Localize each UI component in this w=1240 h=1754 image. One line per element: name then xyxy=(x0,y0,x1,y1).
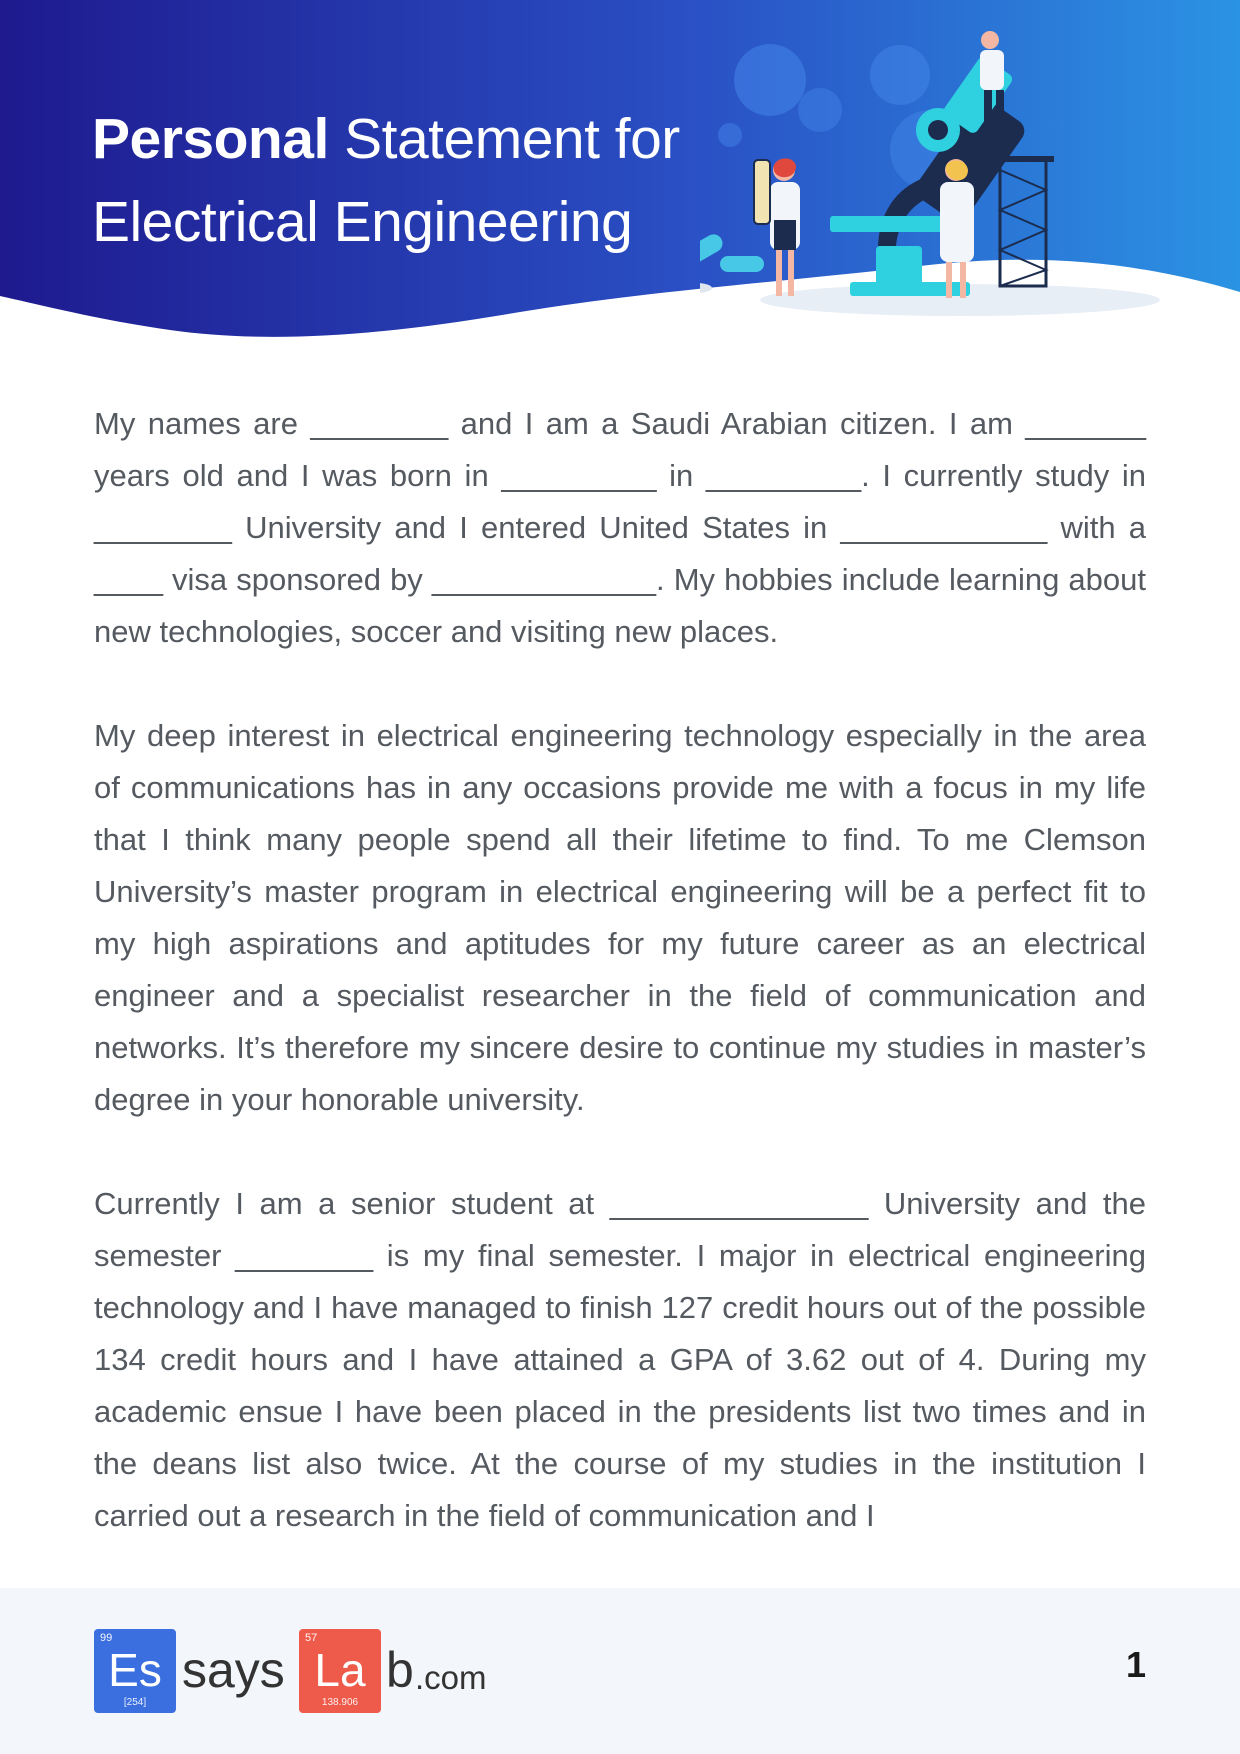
page-number: 1 xyxy=(1125,1644,1146,1685)
paragraph-interest: My deep interest in electrical engineering technology especially in the area of communications has in any occasions provide me with a focus in my life that I think many people spend all their lifetime to find. To me Clemson University’s master program in electrical engineering will be a perfect fit to my high aspirations and aptitudes for my future career as an electrical engineer and a specialist researcher in the field of communication and networks. It’s therefore my sincere desire to continue my studies in master’s degree in your honorable university. xyxy=(94,718,1146,1117)
paragraph-intro: My names are ________ and I am a Saudi Arabian citizen. I am _______ years old and I was born in _________ in _________. I currently study in ________ University and I entered United States in ____________ with a ____ visa sponsored by _____________. My hobbies include learning about new technologies, soccer and visiting new places. xyxy=(94,406,1146,649)
title-line2: Electrical Engineering xyxy=(92,190,633,254)
logo-tile-es xyxy=(94,1629,176,1713)
logo-es-mass: [254] xyxy=(123,1697,147,1708)
logo-tile-la xyxy=(299,1629,381,1713)
logo-es-symbol: Es xyxy=(108,1644,162,1696)
logo-word-says: says xyxy=(182,1642,285,1698)
logo-es-number: 99 xyxy=(100,1632,113,1644)
logo-letter-b: b xyxy=(386,1642,414,1698)
science-lab-illustration-icon xyxy=(700,20,1160,340)
page-title xyxy=(92,98,680,264)
header-banner xyxy=(0,0,1240,350)
paragraph-academics: Currently I am a senior student at _______________ University and the semester ________ is my final semester. I major in electrical engineering technology and I have managed to finish 127 credit hours out of the possible 134 credit hours and I have attained a GPA of 3.62 out of 4. During my academic ensue I have been placed in the presidents list two times and in the deans list also twice. At the course of my studies in the institution I carried out a research in the field of communication and I xyxy=(94,1186,1146,1533)
logo-la-mass: 138.906 xyxy=(321,1697,359,1708)
page-footer xyxy=(0,1588,1240,1754)
statement-body xyxy=(94,398,1146,1594)
logo-la-number: 57 xyxy=(305,1632,318,1644)
logo-la-symbol: La xyxy=(314,1644,366,1696)
title-line1-rest: Statement for xyxy=(344,107,680,171)
logo-domain-suffix: .com xyxy=(415,1659,487,1696)
title-bold-word: Personal xyxy=(92,107,329,171)
